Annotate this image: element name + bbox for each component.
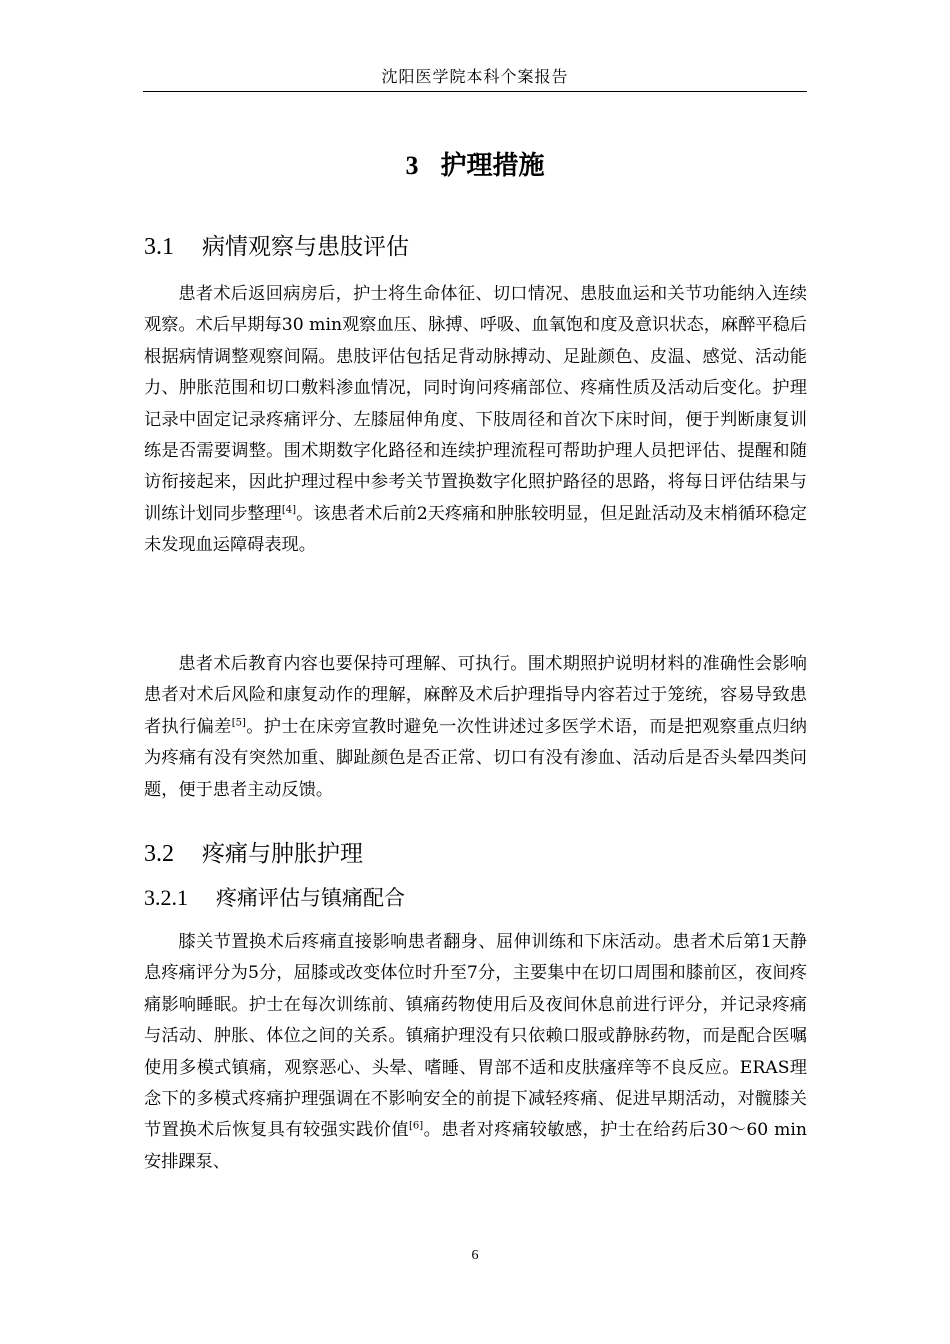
subsection-title: 疼痛评估与镇痛配合 xyxy=(216,886,405,910)
citation-marker: [6] xyxy=(409,1120,424,1132)
section-title: 病情观察与患肢评估 xyxy=(202,234,409,260)
section-number: 3.1 xyxy=(144,234,174,260)
body-paragraph: 膝关节置换术后疼痛直接影响患者翻身、屈伸训练和下床活动。患者术后第1天静息疼痛评分为5分，屈膝或改变体位时升至7分，主要集中在切口周围和膝前区，夜间疼痛影响睡眠。护士在每次训练前、镇痛药物使用后及夜间休息前进行评分，并记录疼痛与活动、肿胀、体位之间的关系。镇痛护理没有只依赖口服或静脉药物，而是配合医嘱使用多模式镇痛，观察恶心、头晕、嗜睡、胃部不适和皮肤瘙痒等不良反应。ERAS理念下的多模式疼痛护理强调在不影响安全的前提下减轻疼痛、促进早期活动，对髋膝关节置换术后恢复具有较强实践价值[6]。患者对疼痛较敏感，护士在给药后30～60 min安排踝泵、 xyxy=(144,932,807,1172)
header-rule xyxy=(143,91,807,92)
page-number: 6 xyxy=(471,1248,479,1263)
section-heading-3-2 xyxy=(144,838,363,870)
subsection-number: 3.2.1 xyxy=(144,885,188,910)
section-heading-3-1 xyxy=(144,231,409,263)
chapter-title xyxy=(143,148,807,184)
subsection-heading-3-2-1 xyxy=(144,883,405,913)
body-paragraph: 患者术后教育内容也要保持可理解、可执行。围术期照护说明材料的准确性会影响患者对术后风险和康复动作的理解，麻醉及术后护理指导内容若过于笼统，容易导致患者执行偏差[5]。护士在床旁宣教时避免一次性讲述过多医学术语，而是把观察重点归纳为疼痛有没有突然加重、脚趾颜色是否正常、切口有没有渗血、活动后是否头晕四类问题，便于患者主动反馈。 xyxy=(144,654,807,800)
chapter-title-text: 护理措施 xyxy=(440,151,545,181)
body-paragraph: 患者术后返回病房后，护士将生命体征、切口情况、患肢血运和关节功能纳入连续观察。术后早期每30 min观察血压、脉搏、呼吸、血氧饱和度及意识状态，麻醉平稳后根据病情调整观察间隔。患肢评估包括足背动脉搏动、足趾颜色、皮温、感觉、活动能力、肿胀范围和切口敷料渗血情况，同时询问疼痛部位、疼痛性质及活动后变化。护理记录中固定记录疼痛评分、左膝屈伸角度、下肢周径和首次下床时间，便于判断康复训练是否需要调整。围术期数字化路径和连续护理流程可帮助护理人员把评估、提醒和随访衔接起来，因此护理过程中参考关节置换数字化照护路径的思路，将每日评估结果与训练计划同步整理[4]。该患者术后前2天疼痛和肿胀较明显，但足趾活动及末梢循环稳定未发现血运障碍表现。 xyxy=(144,284,807,556)
section-title: 疼痛与肿胀护理 xyxy=(202,841,363,867)
citation-marker: [5] xyxy=(231,717,246,729)
running-header: 沈阳医学院本科个案报告 xyxy=(381,67,569,86)
citation-marker: [4] xyxy=(281,504,297,516)
chapter-number: 3 xyxy=(405,151,419,180)
section-number: 3.2 xyxy=(144,841,174,867)
